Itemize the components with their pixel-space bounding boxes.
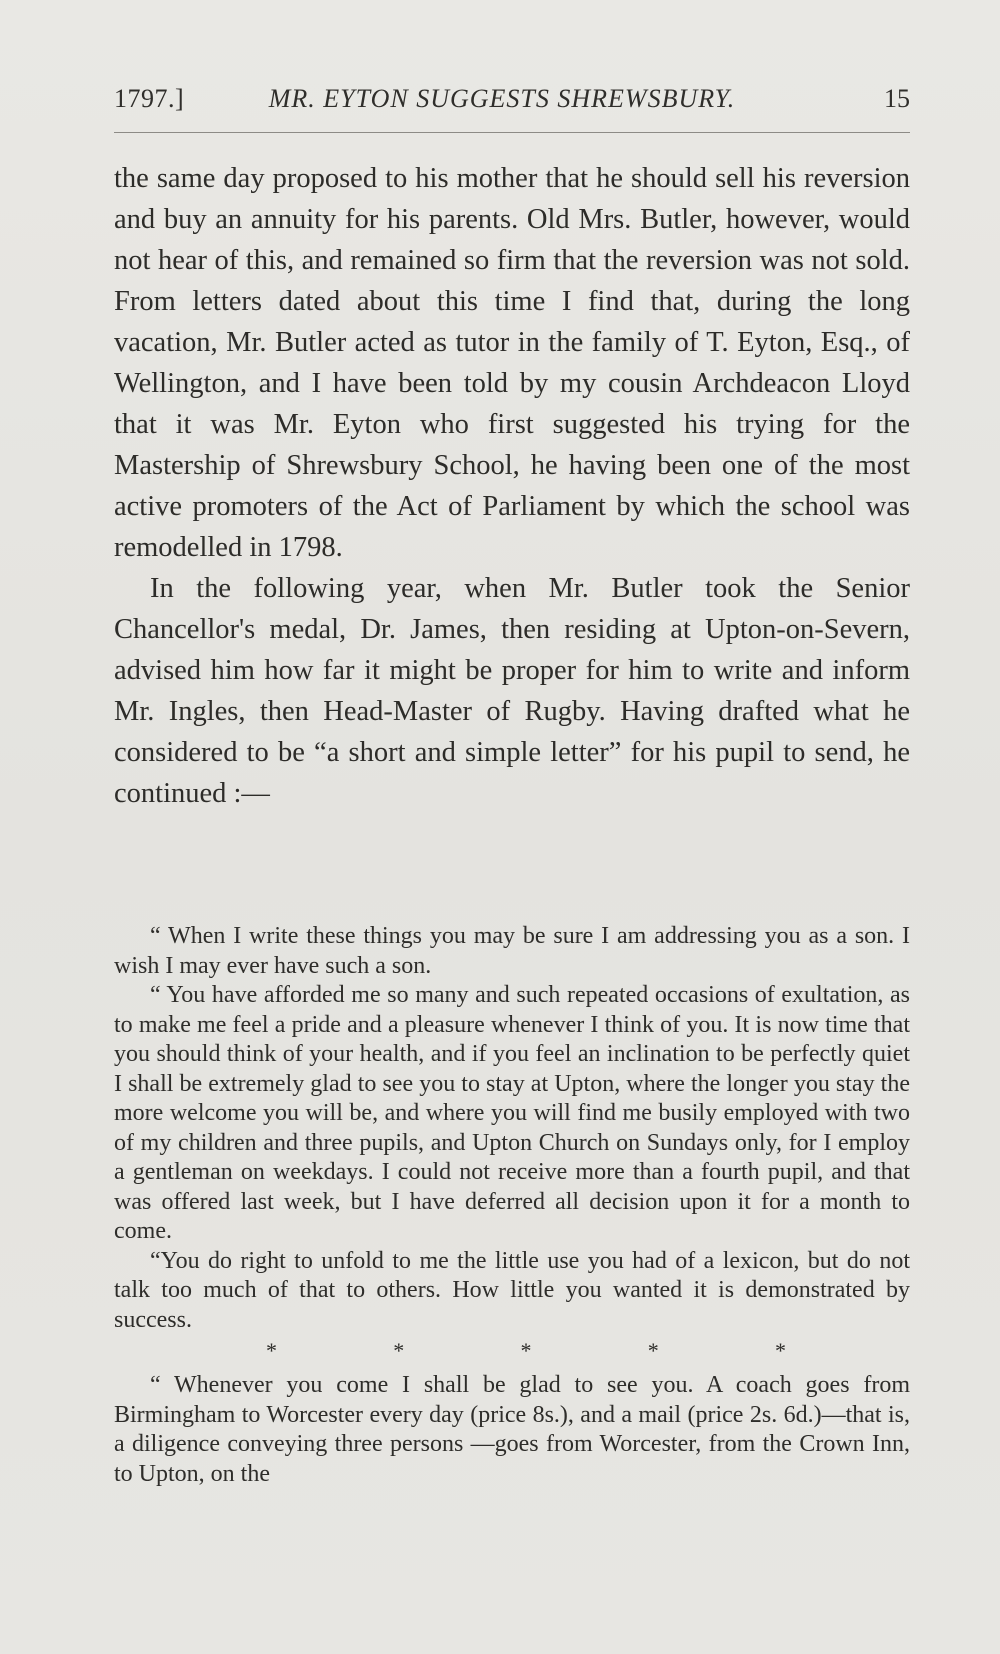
asterisk: * — [393, 1338, 405, 1363]
body-paragraph-1: the same day proposed to his mother that he should sell his reversion and buy an annuity for his parents. Old Mrs. Butler, however, would not hear of this, and remained so firm that the reversion was not sold. From letters dated about this time I find that, during the long vacation, Mr. Butler acted as tutor in the family of T. Eyton, Esq., of Wellington, and I have been told by my cousin Archdeacon Lloyd that it was Mr. Eyton who first suggested his trying for the Mastership of Shrewsbury School, he having been one of the most active promoters of the Act of Parliament by which the school was remodelled in 1798. — [114, 163, 910, 563]
quote-paragraph-3: “You do right to unfold to me the little use you had of a lexicon, but do not talk too much of that to others. How little you wanted it is demonstrated by success. — [114, 1247, 910, 1333]
header-year: 1797.] — [114, 84, 185, 113]
body-paragraph-2: In the following year, when Mr. Butler took the Senior Chancellor's medal, Dr. James, then residing at Upton-on-Severn, advised him how far it might be proper for him to write and inform Mr. Ingles, then Head-Master of Rugby. Having drafted what he considered to be “a short and simple letter” for his pupil to send, he continued :— — [114, 573, 910, 809]
page-header — [114, 78, 910, 118]
asterisk: * — [266, 1338, 277, 1363]
quote-paragraph-2: “ You have afforded me so many and such repeated occasions of exultation, as to make me feel a pride and a pleasure whenever I think of you. It is now time that you should think of your health, and if you feel an inclination to be perfectly quiet I shall be extremely glad to see you to stay at Upton, where the longer you stay the more welcome you will be, and where you will find me busily employed with two of my children and three pupils, and Upton Church on Sundays only, for I employ a gentleman on weekdays. I could not receive more than a fourth pupil, and that was offered last week, but I have deferred all decision upon it for a month to come. — [114, 982, 910, 1244]
letter-quotation — [114, 922, 910, 1489]
asterisk: * — [647, 1338, 659, 1363]
running-title: MR. EYTON SUGGESTS SHREWSBURY. — [268, 84, 736, 113]
header-rule — [114, 132, 910, 133]
quote-paragraph-4: “ Whenever you come I shall be glad to see you. A coach goes from Birmingham to Worcester every day (price 8s.), and a mail (price 2s. 6d.)—that is, a diligence conveying three persons —goes from Worcester, from the Crown Inn, to Upton, on the — [114, 1372, 910, 1487]
page-number: 15 — [884, 84, 910, 113]
asterisk: * — [775, 1338, 786, 1363]
section-break-asterisks — [266, 1337, 786, 1365]
asterisk: * — [520, 1338, 532, 1363]
quote-paragraph-1: “ When I write these things you may be sure I am addressing you as a son. I wish I may ever have such a son. — [114, 923, 910, 979]
main-text — [114, 158, 910, 814]
